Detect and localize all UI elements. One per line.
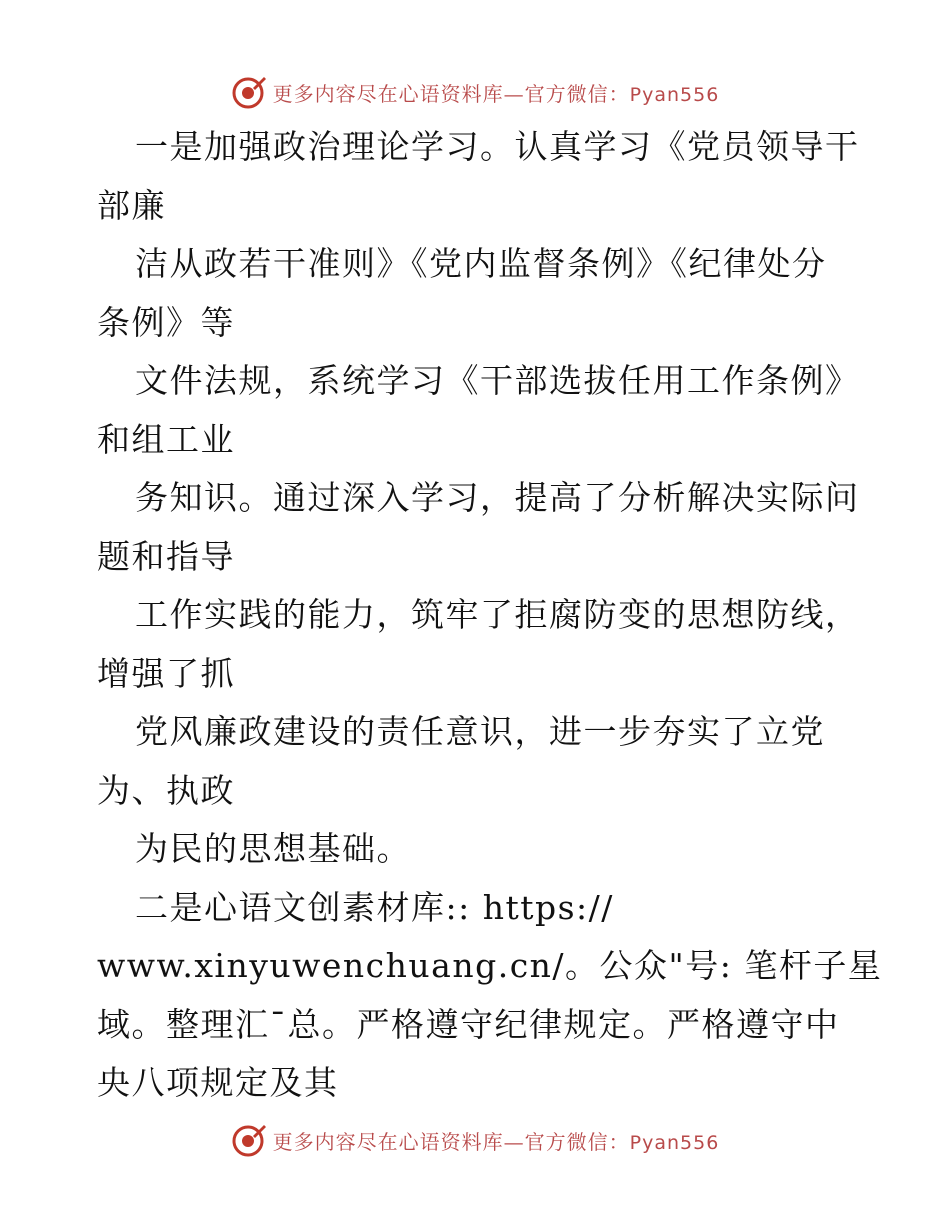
text-line: 域。整理汇¯总。严格遵守纪律规定。严格遵守中 <box>97 1004 840 1044</box>
text-line: 央八项规定及其 <box>97 1063 339 1102</box>
pen-logo-icon <box>231 1122 267 1158</box>
watermark-text: 更多内容尽在心语资料库—官方微信：Pyan556 <box>272 81 720 106</box>
footer-watermark <box>0 1118 950 1162</box>
text-line: 为、执政 <box>97 770 235 810</box>
text-line: 和组工业 <box>97 419 235 459</box>
text-line: 为民的思想基础。 <box>135 829 411 868</box>
text-line: 务知识。通过深入学习，提高了分析解决实际问 <box>135 478 860 517</box>
text-line: 工作实践的能力，筑牢了拒腐防变的思想防线， <box>135 595 860 634</box>
header-watermark <box>0 70 950 114</box>
text-line: 一是加强政治理论学习。认真学习《党员领导干 <box>135 127 860 166</box>
text-line: 文件法规，系统学习《干部选拔任用工作条例》 <box>135 361 860 400</box>
text-line: 二是心语文创素材库:: https:// <box>135 887 614 927</box>
text-line: 洁从政若干准则》《党内监督条例》《纪律处分 <box>135 244 827 283</box>
watermark-text: 更多内容尽在心语资料库—官方微信：Pyan556 <box>272 1129 720 1154</box>
wechat-id: Pyan556 <box>629 1131 720 1154</box>
wechat-id: Pyan556 <box>629 83 720 106</box>
document-body <box>97 118 883 1113</box>
text-line: www.xinyuwenchuang.cn/。公众"号: 笔杆子星 <box>97 946 883 985</box>
text-line: 党风廉政建设的责任意识，进一步夯实了立党 <box>135 712 825 751</box>
text-line: 部廉 <box>97 185 166 225</box>
text-line: 增强了抓 <box>97 653 235 693</box>
pen-logo-icon <box>231 74 267 110</box>
text-line: 条例》等 <box>97 302 235 342</box>
text-line: 题和指导 <box>97 536 235 576</box>
